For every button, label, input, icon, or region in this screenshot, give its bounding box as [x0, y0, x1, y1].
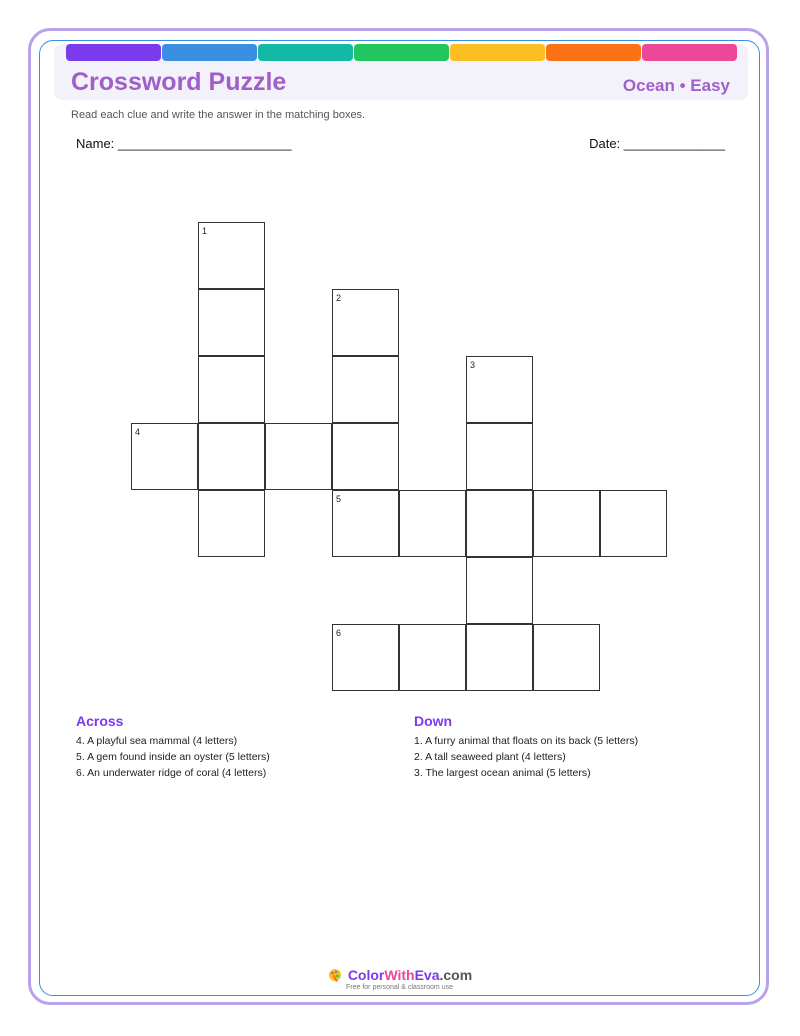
grid-cell[interactable] — [600, 490, 667, 557]
footer-tagline: Free for personal & classroom use — [346, 984, 453, 991]
stripe-4 — [354, 44, 449, 61]
grid-cell[interactable] — [332, 289, 399, 356]
clue-number: 4 — [135, 427, 141, 437]
clue-number: 6 — [336, 628, 342, 638]
rainbow-stripes — [66, 44, 737, 61]
grid-cell[interactable] — [399, 490, 466, 557]
across-clue-list — [76, 733, 270, 781]
stripe-3 — [258, 44, 353, 61]
clue-item: 5. A gem found inside an oyster (5 letters) — [76, 751, 270, 763]
clue-item: 2. A tall seaweed plant (4 letters) — [414, 751, 566, 763]
clue-number: 2 — [336, 293, 342, 303]
grid-cell[interactable] — [332, 490, 399, 557]
grid-cell[interactable] — [466, 423, 533, 490]
stripe-2 — [162, 44, 257, 61]
page-title: Crossword Puzzle — [71, 68, 287, 96]
down-clue-list — [414, 733, 638, 781]
grid-cell[interactable] — [131, 423, 198, 490]
stripe-5 — [450, 44, 545, 61]
footer-logo[interactable] — [0, 967, 800, 983]
across-heading: Across — [76, 713, 124, 729]
theme-label: Ocean • Easy — [622, 76, 730, 95]
grid-cell[interactable] — [198, 222, 265, 289]
grid-cell[interactable] — [466, 624, 533, 691]
grid-cell[interactable] — [332, 356, 399, 423]
grid-cell[interactable] — [466, 356, 533, 423]
grid-cell[interactable] — [198, 490, 265, 557]
grid-cell[interactable] — [533, 490, 600, 557]
grid-cell[interactable] — [466, 490, 533, 557]
grid-cell[interactable] — [533, 624, 600, 691]
grid-cell[interactable] — [198, 289, 265, 356]
brand-color: Color — [347, 967, 385, 983]
grid-cell[interactable] — [265, 423, 332, 490]
clue-item: 1. A furry animal that floats on its back (5 letters) — [414, 735, 639, 747]
clue-item: 3. The largest ocean animal (5 letters) — [414, 767, 591, 779]
stripe-1 — [66, 44, 161, 61]
grid-cell[interactable] — [332, 624, 399, 691]
instructions: Read each clue and write the answer in the matching boxes. — [71, 109, 366, 121]
paint-palette-icon — [328, 968, 342, 982]
brand-with: With — [384, 967, 415, 983]
name-field[interactable]: Name: ________________________ — [76, 136, 292, 151]
clue-number: 5 — [336, 494, 342, 504]
clue-number: 1 — [202, 226, 208, 236]
grid-cell[interactable] — [332, 423, 399, 490]
clue-item: 6. An underwater ridge of coral (4 letters) — [76, 767, 267, 779]
brand-eva: Eva — [414, 967, 440, 983]
grid-cell[interactable] — [399, 624, 466, 691]
stripe-7 — [642, 44, 737, 61]
clue-number: 3 — [470, 360, 476, 370]
brand-tld: .com — [439, 967, 473, 983]
grid-cell[interactable] — [198, 356, 265, 423]
date-field[interactable]: Date: ______________ — [589, 136, 725, 151]
stripe-6 — [546, 44, 641, 61]
grid-cell[interactable] — [198, 423, 265, 490]
clue-item: 4. A playful sea mammal (4 letters) — [76, 735, 238, 747]
grid-cell[interactable] — [466, 557, 533, 624]
down-heading: Down — [414, 713, 453, 729]
